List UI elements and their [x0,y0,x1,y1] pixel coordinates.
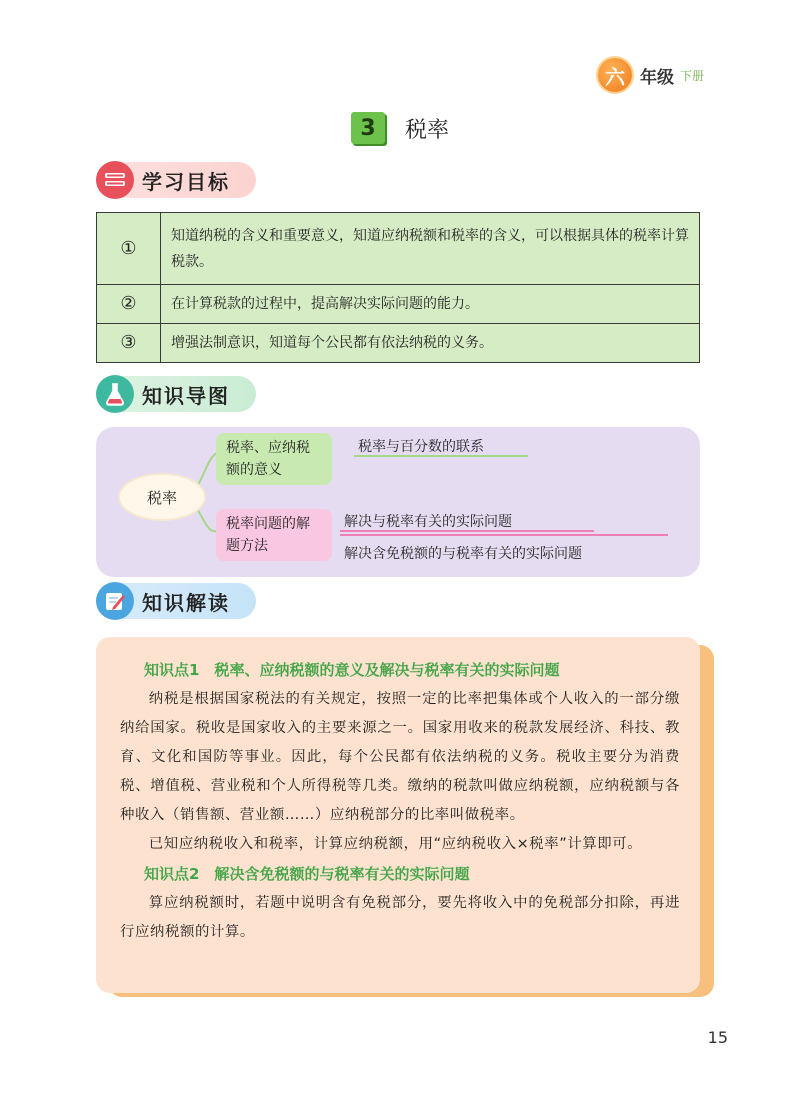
page-number: 15 [707,1028,728,1047]
grade-badge-icon: 六 [598,58,632,92]
knowledge-point-text: 已知应纳税收入和税率，计算应纳税额，用“应纳税收入×税率”计算即可。 [148,836,643,852]
mind-map-root: 税率 [120,475,204,519]
objective-text: 知道纳税的含义和重要意义，知道应纳税额和税率的含义，可以根据具体的税率计算税款。 [161,213,700,285]
section-title: 知识解读 [142,590,230,615]
objective-text: 增强法制意识，知道每个公民都有依法纳税的义务。 [161,324,700,363]
knowledge-point-title: 知识点2 解决含免税额的与税率有关的实际问题 [144,865,470,883]
section-title: 知识导图 [142,383,230,408]
knowledge-card [96,637,700,993]
mind-map-leaf: 解决与税率有关的实际问题 [344,514,512,530]
mind-map [96,427,700,577]
grade-header [598,58,704,92]
section-title: 学习目标 [142,169,230,194]
grade-label: 年级 [639,67,674,88]
table-row [97,213,700,285]
lesson-title [0,112,800,144]
section-header-interpretation [96,583,256,619]
lesson-number: 3 [351,112,385,144]
objective-number: ③ [97,324,161,363]
lesson-name: 税率 [404,117,449,143]
mind-map-leaf: 税率与百分数的联系 [358,439,484,455]
mind-map-leaf: 解决含免税额的与税率有关的实际问题 [344,546,582,562]
objective-text: 在计算税款的过程中，提高解决实际问题的能力。 [161,285,700,324]
section-header-mindmap [96,376,256,412]
grade-volume: 下册 [679,68,704,83]
objectives-table [96,212,700,363]
book-icon [96,161,134,199]
flask-icon [96,375,134,413]
mind-map-branch-method: 税率问题的解题方法 [216,509,332,561]
section-header-objectives [96,162,256,198]
objective-number: ① [97,213,161,285]
table-row [97,285,700,324]
mind-map-branch-meaning: 税率、应纳税额的意义 [216,433,332,485]
knowledge-point-text: 纳税是根据国家税法的有关规定，按照一定的比率把集体或个人收入的一部分缴纳给国家。税收是国家收入的主要来源之一。国家用收来的税款发展经济、科技、教育、文化和国防等事业。因此，每个公民都有依法纳税的义务。税收主要分为消费税、增值税、营业税和个人所得税等几类。缴纳的税款叫做应纳税额，应纳税额与各种收入（销售额、营业额……）应纳税部分的比率叫做税率。 [120,691,680,823]
knowledge-point-text: 算应纳税额时，若题中说明含有免税部分，要先将收入中的免税部分扣除，再进行应纳税额的计算。 [120,895,680,940]
pencil-note-icon [96,582,134,620]
table-row [97,324,700,363]
objective-number: ② [97,285,161,324]
knowledge-point-title: 知识点1 税率、应纳税额的意义及解决与税率有关的实际问题 [144,661,560,679]
